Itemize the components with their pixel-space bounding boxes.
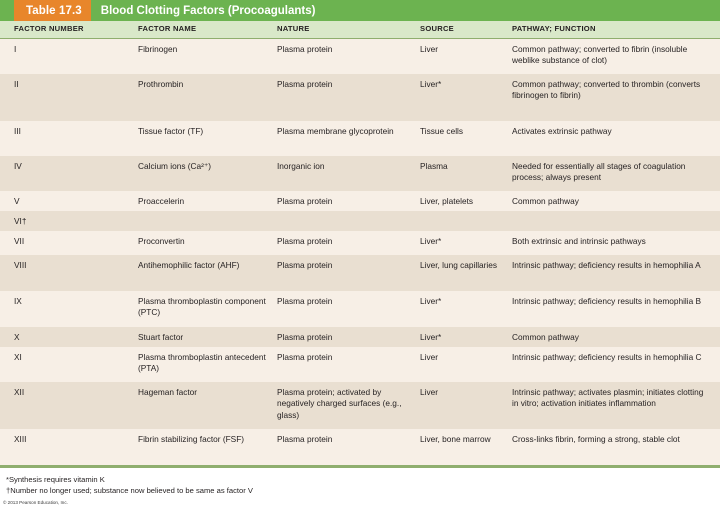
cell-nature: Plasma membrane glycoprotein	[277, 126, 394, 136]
cell-factor-name: Calcium ions (Ca²⁺)	[138, 161, 212, 171]
cell-source: Liver, lung capillaries	[420, 260, 498, 270]
cell-factor-number: XII	[14, 387, 25, 397]
column-header-factor-number: FACTOR NUMBER	[14, 24, 84, 33]
cell-pathway: Needed for essentially all stages of coagulation process; always present	[512, 161, 686, 183]
cell-pathway: Common pathway; converted to fibrin (insoluble weblike substance of clot)	[512, 44, 688, 66]
cell-nature: Plasma protein	[277, 236, 333, 246]
cell-nature: Plasma protein	[277, 352, 333, 362]
table-banner	[0, 0, 720, 21]
cell-pathway: Both extrinsic and intrinsic pathways	[512, 236, 646, 246]
table-row	[0, 211, 720, 231]
cell-factor-number: IV	[14, 161, 22, 171]
cell-factor-name: Proconvertin	[138, 236, 185, 246]
cell-factor-name: Prothrombin	[138, 79, 184, 89]
cell-factor-name: Fibrinogen	[138, 44, 178, 54]
cell-nature: Plasma protein	[277, 434, 333, 444]
footnotes	[0, 468, 720, 496]
cell-factor-number: X	[14, 332, 20, 342]
cell-factor-name: Proaccelerin	[138, 196, 185, 206]
cell-factor-number: IX	[14, 296, 22, 306]
cell-factor-number: III	[14, 126, 21, 136]
cell-nature: Inorganic ion	[277, 161, 325, 171]
table-row	[0, 429, 720, 465]
cell-factor-number: I	[14, 44, 17, 54]
cell-factor-number: V	[14, 196, 20, 206]
footnote: †Number no longer used; substance now believed to be same as factor V	[6, 485, 253, 495]
cell-factor-name: Stuart factor	[138, 332, 184, 342]
table-row	[0, 291, 720, 327]
cell-pathway: Cross-links fibrin, forming a strong, stable clot	[512, 434, 680, 444]
cell-nature: Plasma protein	[277, 196, 333, 206]
cell-source: Liver*	[420, 296, 442, 306]
table-row	[0, 231, 720, 255]
cell-factor-number: VII	[14, 236, 25, 246]
column-header-pathway: PATHWAY; FUNCTION	[512, 24, 596, 33]
cell-factor-number: II	[14, 79, 19, 89]
column-header-nature: NATURE	[277, 24, 310, 33]
cell-factor-name: Antihemophilic factor (AHF)	[138, 260, 240, 270]
cell-pathway: Common pathway	[512, 196, 579, 206]
cell-factor-name: Hageman factor	[138, 387, 198, 397]
cell-nature: Plasma protein	[277, 296, 333, 306]
table-row	[0, 74, 720, 121]
cell-source: Tissue cells	[420, 126, 464, 136]
cell-nature: Plasma protein	[277, 260, 333, 270]
cell-nature: Plasma protein; activated by negatively charged surfaces (e.g., glass)	[277, 387, 402, 420]
table-row	[0, 121, 720, 156]
cell-factor-name: Plasma thromboplastin component (PTC)	[138, 296, 266, 318]
column-header-factor-name: FACTOR NAME	[138, 24, 197, 33]
cell-source: Liver, bone marrow	[420, 434, 491, 444]
table-row	[0, 39, 720, 74]
cell-source: Liver, platelets	[420, 196, 474, 206]
cell-factor-number: VIII	[14, 260, 27, 270]
cell-source: Liver	[420, 352, 438, 362]
footnote: *Synthesis requires vitamin K	[6, 474, 105, 484]
table-row	[0, 255, 720, 291]
cell-factor-number: VI†	[14, 216, 27, 226]
cell-pathway: Intrinsic pathway; activates plasmin; initiates clotting in vitro; activation initiates inflammation	[512, 387, 704, 409]
cell-factor-number: XI	[14, 352, 22, 362]
cell-pathway: Intrinsic pathway; deficiency results in hemophilia A	[512, 260, 701, 270]
column-header-row	[0, 21, 720, 39]
cell-factor-number: XIII	[14, 434, 27, 444]
table-row	[0, 191, 720, 211]
table-row	[0, 347, 720, 382]
cell-pathway: Common pathway	[512, 332, 579, 342]
cell-pathway: Common pathway; converted to thrombin (converts fibrinogen to fibrin)	[512, 79, 701, 101]
cell-source: Liver	[420, 44, 438, 54]
cell-source: Plasma	[420, 161, 448, 171]
column-header-source: SOURCE	[420, 24, 454, 33]
table-row	[0, 327, 720, 347]
cell-pathway: Activates extrinsic pathway	[512, 126, 612, 136]
cell-pathway: Intrinsic pathway; deficiency results in hemophilia B	[512, 296, 702, 306]
cell-pathway: Intrinsic pathway; deficiency results in hemophilia C	[512, 352, 702, 362]
cell-source: Liver*	[420, 236, 442, 246]
cell-source: Liver	[420, 387, 438, 397]
table-body	[0, 39, 720, 465]
cell-factor-name: Tissue factor (TF)	[138, 126, 204, 136]
copyright-line: © 2013 Pearson Education, Inc.	[3, 499, 68, 505]
cell-source: Liver*	[420, 79, 442, 89]
table-title: Blood Clotting Factors (Procoagulants)	[100, 4, 316, 17]
cell-nature: Plasma protein	[277, 332, 333, 342]
cell-factor-name: Plasma thromboplastin antecedent (PTA)	[138, 352, 266, 374]
table-row	[0, 382, 720, 429]
table-row	[0, 156, 720, 191]
table-number-badge: Table 17.3	[14, 0, 91, 21]
cell-nature: Plasma protein	[277, 79, 333, 89]
cell-factor-name: Fibrin stabilizing factor (FSF)	[138, 434, 245, 444]
cell-nature: Plasma protein	[277, 44, 333, 54]
cell-source: Liver*	[420, 332, 442, 342]
